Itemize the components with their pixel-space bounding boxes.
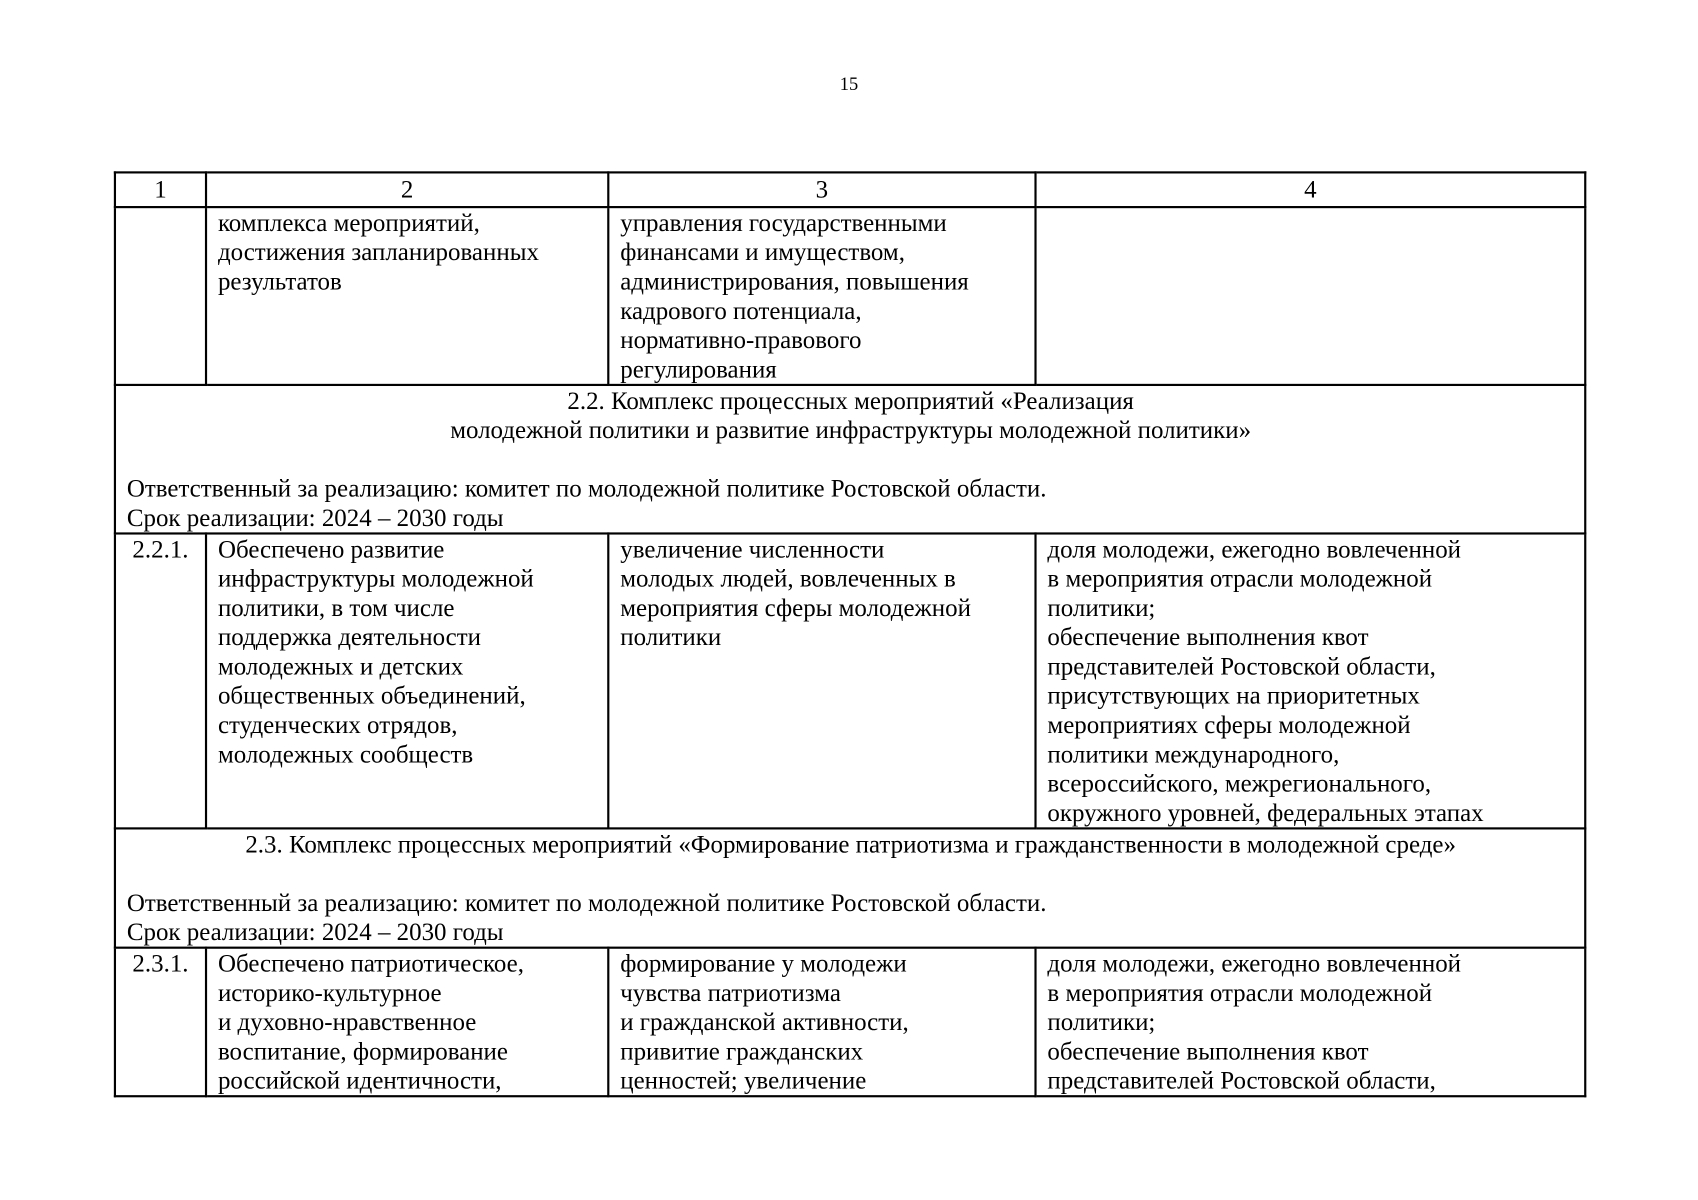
text-line: нормативно-правового	[620, 326, 862, 354]
task-cell	[608, 207, 1035, 385]
section-header-cell	[115, 828, 1585, 947]
text-line: Обеспечено патриотическое,	[217, 949, 524, 977]
text-line: мероприятия сферы молодежной	[620, 594, 971, 622]
text-line: достижения запланированных	[217, 238, 539, 266]
measures-table	[114, 171, 1586, 1097]
text-line: политики	[620, 623, 722, 651]
section-title: 2.3. Комплекс процессных мероприятий «Формирование патриотизма и гражданственности в молодежной среде»	[245, 830, 1456, 858]
page-number: 15	[839, 73, 859, 95]
description-cell	[206, 207, 608, 385]
text-line: регулирования	[620, 355, 777, 383]
text-line: ценностей; увеличение	[620, 1066, 867, 1095]
text-line: всероссийского, межрегионального,	[1047, 769, 1432, 797]
text-line: обеспечение выполнения квот	[1047, 1037, 1369, 1065]
text-line: молодых людей, вовлеченных в	[620, 564, 956, 593]
text-line: формирование у молодежи	[620, 949, 907, 977]
indicator-cell	[1036, 533, 1586, 828]
text-line: привитие гражданских	[620, 1037, 864, 1065]
section-row-2-3	[115, 828, 1585, 947]
section-title: 2.2. Комплекс процессных мероприятий «Реализация	[567, 387, 1134, 415]
column-header: 3	[608, 172, 1035, 207]
table-row-2-3-1	[115, 948, 1585, 1097]
text-line: российской идентичности,	[217, 1066, 502, 1095]
text-line: политики;	[1047, 594, 1156, 622]
section-header-cell	[115, 385, 1585, 534]
table-row-2-2-1	[115, 533, 1585, 828]
text-line: политики, в том числе	[217, 594, 455, 622]
text-line: доля молодежи, ежегодно вовлеченной	[1047, 535, 1462, 563]
row-number-cell: 2.3.1.	[115, 948, 206, 1097]
section-row-2-2	[115, 385, 1585, 534]
text-line: обеспечение выполнения квот	[1047, 623, 1369, 651]
responsible-line: Ответственный за реализацию: комитет по молодежной политике Ростовской области.	[126, 474, 1047, 503]
row-number-cell: 2.2.1.	[115, 533, 206, 828]
text-line: историко-культурное	[217, 979, 442, 1007]
responsible-line: Ответственный за реализацию: комитет по молодежной политике Ростовской области.	[126, 889, 1047, 917]
text-line: кадрового потенциала,	[620, 297, 862, 325]
column-header: 4	[1036, 172, 1586, 207]
text-line: увеличение численности	[620, 535, 885, 563]
text-line: представителей Ростовской области,	[1047, 652, 1436, 680]
text-line: чувства патриотизма	[620, 979, 841, 1007]
text-line: общественных объединений,	[217, 682, 526, 710]
text-line: воспитание, формирование	[217, 1037, 508, 1065]
text-line: представителей Ростовской области,	[1047, 1066, 1436, 1095]
text-line: мероприятиях сферы молодежной	[1047, 711, 1411, 739]
term-line: Срок реализации: 2024 – 2030 годы	[126, 918, 504, 946]
section-title: молодежной политики и развитие инфраструктуры молодежной политики»	[450, 416, 1252, 444]
term-line: Срок реализации: 2024 – 2030 годы	[126, 504, 504, 532]
text-line: в мероприятия отрасли молодежной	[1047, 564, 1433, 593]
column-header: 1	[115, 172, 206, 207]
text-line: результатов	[217, 267, 342, 295]
text-line: молодежных и детских	[217, 652, 464, 680]
indicator-cell	[1036, 948, 1586, 1097]
row-number-cell	[115, 207, 206, 385]
text-line: молодежных сообществ	[217, 740, 474, 768]
text-line: окружного уровней, федеральных этапах	[1047, 799, 1484, 827]
indicator-cell	[1036, 207, 1586, 385]
text-line: политики;	[1047, 1008, 1156, 1036]
text-line: Обеспечено развитие	[217, 535, 445, 563]
text-line: управления государственными	[620, 209, 947, 237]
text-line: финансами и имуществом,	[620, 238, 905, 266]
text-line: студенческих отрядов,	[217, 711, 458, 739]
description-cell	[206, 948, 608, 1097]
text-line: поддержка деятельности	[217, 623, 482, 651]
text-line: присутствующих на приоритетных	[1047, 682, 1420, 710]
text-line: и духовно-нравственное	[217, 1008, 477, 1036]
description-cell	[206, 533, 608, 828]
text-line: комплекса мероприятий,	[217, 209, 480, 237]
text-line: в мероприятия отрасли молодежной	[1047, 979, 1433, 1007]
column-header-row	[115, 172, 1585, 207]
text-line: доля молодежи, ежегодно вовлеченной	[1047, 949, 1462, 977]
table-row-continuation	[115, 207, 1585, 385]
column-header: 2	[206, 172, 608, 207]
task-cell	[608, 948, 1035, 1097]
text-line: политики международного,	[1047, 740, 1340, 768]
task-cell	[608, 533, 1035, 828]
text-line: администрирования, повышения	[620, 267, 969, 295]
text-line: инфраструктуры молодежной	[217, 564, 534, 593]
text-line: и гражданской активности,	[620, 1008, 909, 1036]
